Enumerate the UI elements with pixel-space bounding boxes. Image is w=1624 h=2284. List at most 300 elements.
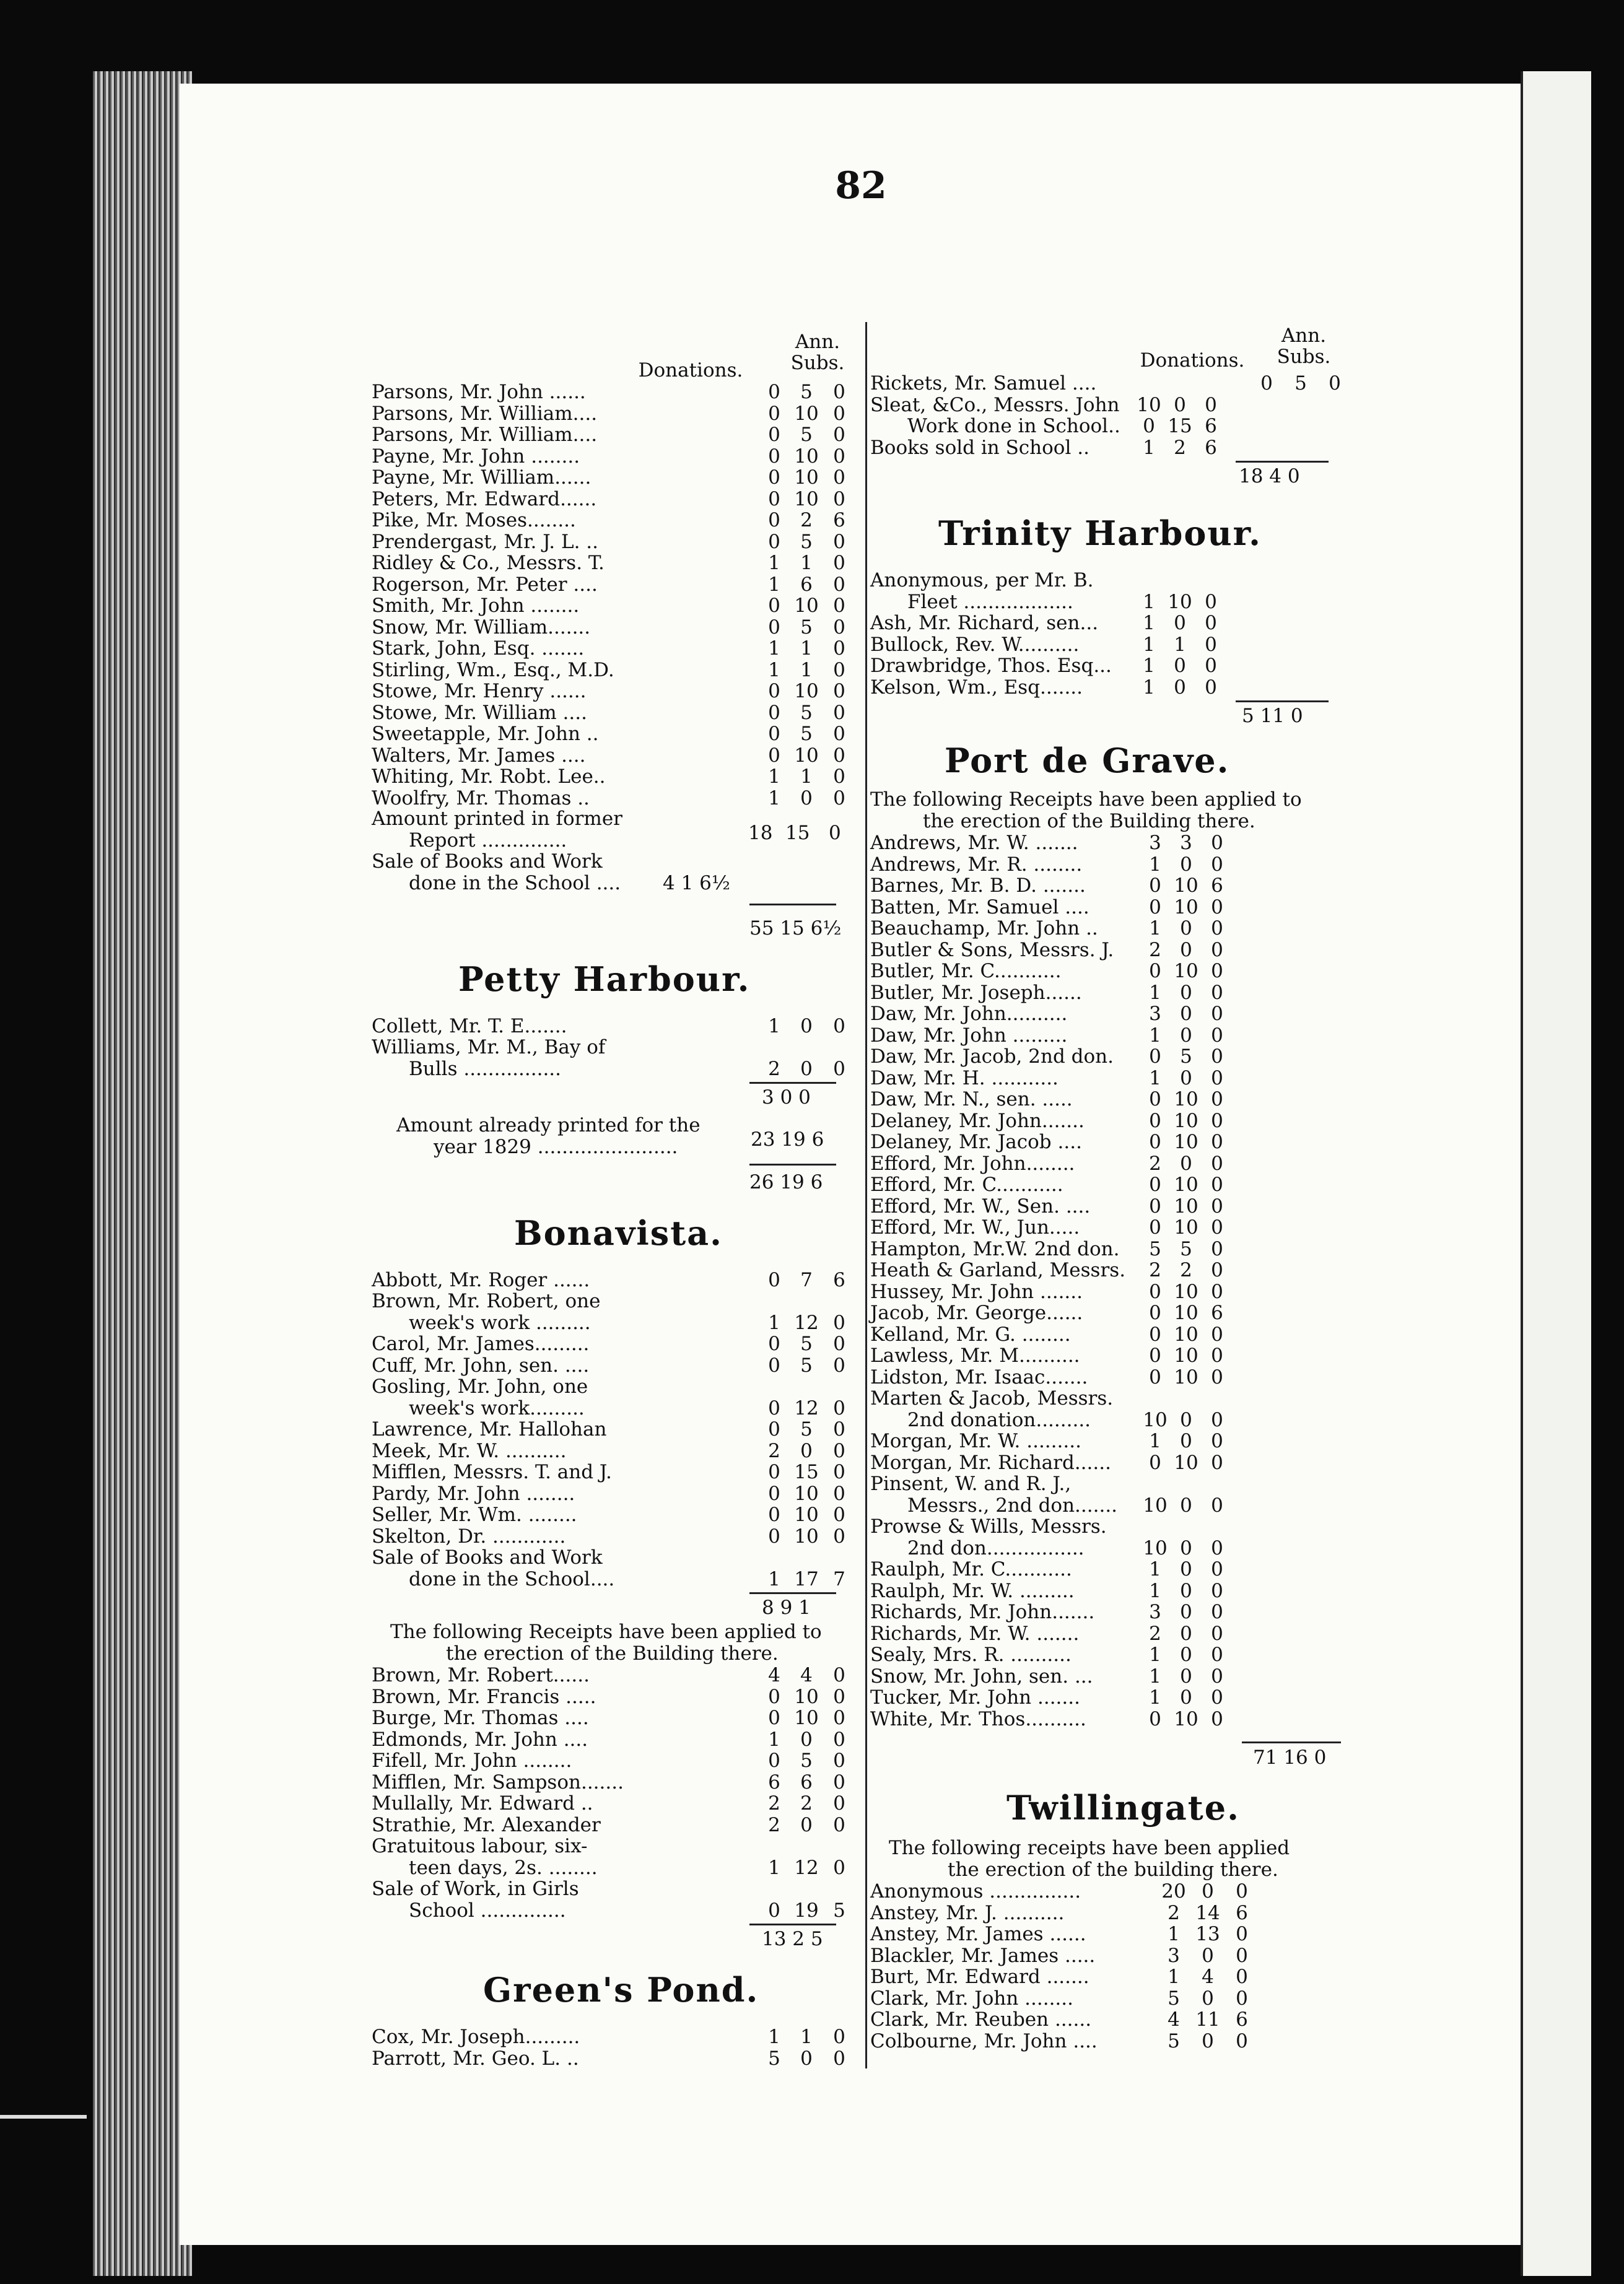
amount-shillings: 5	[800, 616, 813, 639]
entry-row	[870, 1537, 1353, 1559]
entry-name: Walters, Mr. James ....	[372, 744, 586, 767]
entry-row	[372, 1036, 855, 1058]
entry-row	[372, 1792, 855, 1815]
bonavista-total: 8 9 1	[762, 1597, 811, 1619]
entry-row	[870, 1430, 1353, 1452]
entry-row	[870, 1281, 1353, 1303]
amount-shillings: 1	[800, 637, 813, 660]
amount-pounds: 0	[768, 466, 780, 489]
amount-pence: 0	[1211, 1366, 1223, 1388]
entry-row	[870, 394, 1353, 416]
amount-pounds: 0	[768, 1504, 780, 1526]
entry-row	[372, 1461, 855, 1483]
amount-pence: 0	[833, 1439, 845, 1462]
entry-row	[870, 437, 1353, 459]
amount-pence: 0	[1211, 1045, 1223, 1068]
amount-shillings: 0	[1174, 612, 1186, 634]
amount-pounds: 0	[1149, 896, 1161, 918]
entry-name: Jacob, Mr. George......	[870, 1302, 1083, 1324]
amount-shillings: 10	[794, 595, 819, 617]
amount-shillings: 0	[1180, 917, 1192, 939]
amount-pounds: 0	[768, 445, 780, 468]
entry-row	[372, 552, 855, 574]
amount-pence: 0	[833, 658, 845, 681]
entry-name: Work done in School..	[907, 415, 1120, 437]
entry-row	[870, 1153, 1353, 1175]
entry-name: Bulls ................	[409, 1057, 562, 1080]
entry-row	[372, 509, 855, 531]
entry-row	[372, 1354, 855, 1377]
amount-shillings: 6	[800, 573, 813, 596]
entry-row	[870, 1945, 1353, 1967]
already-printed-amount: 23 19 6	[751, 1128, 824, 1151]
entry-name: Lidston, Mr. Isaac.......	[870, 1366, 1088, 1388]
entry-row	[870, 1238, 1353, 1260]
amount-pounds: 0	[1149, 1216, 1161, 1239]
port-note-2: the erection of the Building there.	[923, 809, 1255, 832]
entry-row	[372, 1058, 855, 1080]
entry-name: Drawbridge, Thos. Esq...	[870, 655, 1112, 677]
entry-row	[870, 1515, 1353, 1538]
amount-pounds: 2	[1149, 1622, 1161, 1645]
amount-pence: 0	[1236, 1944, 1248, 1967]
entry-name: Williams, Mr. M., Bay of	[372, 1036, 606, 1058]
amount-pence: 6	[833, 1268, 845, 1291]
amount-pounds: 0	[768, 1268, 780, 1291]
amount-pence: 0	[833, 530, 845, 553]
entry-name: Cox, Mr. Joseph.........	[372, 2026, 580, 2048]
entry-name: Heath & Garland, Messrs.	[870, 1259, 1126, 1281]
amount-pence: 0	[1211, 1430, 1223, 1452]
entry-row	[870, 1323, 1353, 1346]
amount-shillings: 15	[1168, 415, 1192, 437]
amount-pounds: 1	[1168, 1923, 1180, 1945]
amount-pounds: 0	[768, 402, 780, 425]
entry-row	[870, 896, 1353, 918]
amount-pounds: 1	[768, 1567, 780, 1590]
entry-name: Skelton, Dr. ............	[372, 1525, 566, 1548]
entry-name: Burge, Mr. Thomas ....	[372, 1707, 589, 1729]
amount-pounds: 1	[768, 552, 780, 574]
amount-pence: 0	[1211, 1003, 1223, 1025]
donations-header-right: Donations.	[1140, 349, 1245, 372]
amount-shillings: 10	[794, 680, 819, 702]
amount-pence: 0	[1329, 372, 1341, 394]
entry-row	[870, 415, 1353, 437]
amount-shillings: 10	[1174, 1366, 1198, 1388]
entry-name: Colbourne, Mr. John ....	[870, 2029, 1098, 2052]
entry-row	[372, 1568, 855, 1590]
entry-name: Strathie, Mr. Alexander	[372, 1813, 601, 1836]
amount-pence: 0	[1211, 1707, 1223, 1730]
entry-row	[870, 1216, 1353, 1239]
amount-pounds: 3	[1149, 1003, 1161, 1025]
entry-name: Mullally, Mr. Edward ..	[372, 1792, 593, 1815]
amount-shillings: 5	[1180, 1045, 1192, 1068]
amount-shillings: 10	[1174, 1174, 1198, 1196]
amount-pounds: 0	[768, 616, 780, 639]
entry-name: Sale of Books and Work	[372, 1546, 603, 1569]
entry-row	[870, 1003, 1353, 1025]
entry-row	[372, 1750, 855, 1772]
total-amount: 55 15 6½	[749, 917, 842, 939]
entry-name: Gosling, Mr. John, one	[372, 1375, 588, 1398]
entry-row	[372, 488, 855, 510]
entry-row	[870, 1923, 1353, 1945]
entry-name: Hampton, Mr.W. 2nd don.	[870, 1237, 1120, 1260]
sum-rule	[749, 904, 836, 905]
entry-row	[372, 1440, 855, 1462]
amount-shillings: 0	[1180, 1003, 1192, 1025]
entry-row	[870, 939, 1353, 961]
amount-pounds: 1	[1143, 676, 1155, 699]
entry-name: Seller, Mr. Wm. ........	[372, 1504, 577, 1526]
amount-pence: 0	[1211, 1088, 1223, 1110]
amount-pounds: 0	[768, 381, 780, 403]
entry-row	[372, 1525, 855, 1548]
amount-pounds: 20	[1161, 1880, 1186, 1903]
amount-pounds: 5	[768, 2047, 780, 2070]
entry-row	[372, 1899, 855, 1922]
amount-pence: 0	[1211, 1451, 1223, 1474]
already-printed-label-2: year 1829 .......................	[434, 1135, 678, 1158]
section-title-greens-pond: Green's Pond.	[483, 1970, 759, 2010]
amount-shillings: 10	[1174, 1345, 1198, 1367]
entry-row	[870, 2008, 1353, 2031]
amount-pence: 0	[833, 1397, 845, 1419]
entry-name: Blackler, Mr. James .....	[870, 1944, 1096, 1967]
amount-shillings: 2	[800, 1792, 813, 1815]
amount-pence: 0	[833, 1707, 845, 1729]
entry-name: Delaney, Mr. Jacob ....	[870, 1131, 1082, 1153]
amount-shillings: 11	[1195, 2008, 1220, 2031]
amount-shillings: 0	[1180, 1066, 1192, 1089]
entry-row	[870, 1174, 1353, 1196]
entry-name: Lawrence, Mr. Hallohan	[372, 1418, 607, 1441]
amount-shillings: 0	[1180, 1622, 1192, 1645]
amount-shillings: 0	[800, 1014, 813, 1037]
amount-pence: 0	[833, 1014, 845, 1037]
amount-pounds: 1	[768, 1856, 780, 1879]
amount-pence: 0	[1211, 853, 1223, 876]
amount-pence: 0	[833, 637, 845, 660]
amount-pounds: 0	[768, 424, 780, 446]
amount-pounds: 5	[1168, 1987, 1180, 2010]
amount-pounds: 3	[1149, 1601, 1161, 1623]
amount-shillings: 10	[794, 1707, 819, 1729]
amount-pounds: 1	[768, 787, 780, 809]
amount-shillings: 10	[1174, 1323, 1198, 1346]
amount-pence: 0	[833, 1856, 845, 1879]
entry-name: done in the School....	[409, 1567, 615, 1590]
amount-pence: 0	[833, 1504, 845, 1526]
entry-row	[870, 1580, 1353, 1602]
amount-shillings: 0	[1180, 1686, 1192, 1709]
amount-pence: 0	[1211, 960, 1223, 982]
entry-row	[870, 853, 1353, 876]
amount-pounds: 1	[1143, 436, 1155, 459]
entry-row	[870, 634, 1353, 656]
amount-pence: 5	[833, 1899, 845, 1922]
entry-row	[870, 1302, 1353, 1324]
amount-pounds: 1	[1168, 1966, 1180, 1988]
entry-name: Morgan, Mr. Richard......	[870, 1451, 1111, 1474]
amount-pounds: 0	[768, 680, 780, 702]
amount-pounds: 10	[1143, 1494, 1168, 1517]
amount-pence: 0	[1211, 1601, 1223, 1623]
entry-name: Payne, Mr. John ........	[372, 445, 580, 468]
amount-shillings: 0	[1174, 655, 1186, 677]
entry-row	[372, 637, 855, 660]
entry-row	[870, 591, 1353, 613]
amount-shillings: 0	[1180, 938, 1192, 961]
amount-pence: 0	[833, 424, 845, 446]
amount-shillings: 10	[1174, 1302, 1198, 1324]
entry-row	[870, 655, 1353, 677]
amount-pounds: 0	[768, 744, 780, 767]
entry-row	[372, 616, 855, 639]
entry-name: Daw, Mr. John..........	[870, 1003, 1068, 1025]
amount-shillings: 10	[1174, 1088, 1198, 1110]
entry-name: week's work.........	[409, 1397, 585, 1419]
entry-row	[372, 1312, 855, 1334]
entry-name: Whiting, Mr. Robt. Lee..	[372, 765, 606, 788]
entry-name: Messrs., 2nd don.......	[907, 1494, 1118, 1517]
amount-pence: 0	[833, 701, 845, 724]
amount-pence: 0	[833, 1525, 845, 1548]
page-number: 82	[835, 164, 887, 207]
entry-name: Richards, Mr. W. .......	[870, 1622, 1080, 1645]
entry-name: Clark, Mr. Reuben ......	[870, 2008, 1092, 2031]
entry-row	[372, 659, 855, 681]
amount-pounds: 1	[1149, 1430, 1161, 1452]
entry-row	[372, 1878, 855, 1900]
entry-name: Efford, Mr. John........	[870, 1152, 1075, 1175]
entry-row	[372, 1707, 855, 1729]
entry-name: Sleat, &Co., Messrs. John	[870, 393, 1120, 416]
amount-pounds: 1	[1149, 1686, 1161, 1709]
amount-shillings: 0	[1180, 1494, 1192, 1517]
amount-pounds: 1	[1149, 1579, 1161, 1602]
amount-pounds: 4	[1168, 2008, 1180, 2031]
amount-pounds: 0	[1149, 1045, 1161, 1068]
amount-pounds: 0	[1149, 1131, 1161, 1153]
amount-pounds: 0	[1149, 1323, 1161, 1346]
amount-shillings: 15	[794, 1461, 819, 1483]
amount-shillings: 1	[800, 765, 813, 788]
entry-name: Raulph, Mr. C...........	[870, 1558, 1072, 1580]
entry-row	[870, 1088, 1353, 1110]
amount-pounds: 0	[768, 509, 780, 531]
amount-pence: 0	[1211, 1237, 1223, 1260]
amount-pounds: 1	[1143, 612, 1155, 634]
former-report-pounds: 18	[748, 821, 773, 844]
trinity-total: 5 11 0	[1242, 705, 1303, 727]
amount-pounds: 1	[1143, 633, 1155, 656]
amount-pounds: 0	[1149, 1195, 1161, 1218]
entry-name: Daw, Mr. John .........	[870, 1024, 1068, 1047]
amount-pounds: 0	[1149, 1174, 1161, 1196]
entry-name: 2nd don................	[907, 1536, 1085, 1559]
entry-name: Bullock, Rev. W..........	[870, 633, 1080, 656]
amount-pounds: 0	[768, 723, 780, 745]
amount-pounds: 1	[1149, 1024, 1161, 1047]
amount-shillings: 6	[800, 1771, 813, 1794]
entry-name: Gratuitous labour, six-	[372, 1835, 588, 1857]
amount-pounds: 0	[768, 1397, 780, 1419]
entry-row	[870, 1494, 1353, 1517]
amount-pence: 0	[1211, 1066, 1223, 1089]
amount-pounds: 5	[1168, 2029, 1180, 2052]
entry-row	[372, 1375, 855, 1398]
amount-shillings: 10	[1174, 1280, 1198, 1303]
sale-books-label-2: done in the School ....	[409, 871, 621, 894]
amount-pounds: 10	[1143, 1536, 1168, 1559]
entry-name: Efford, Mr. W., Jun.....	[870, 1216, 1080, 1239]
amount-pence: 0	[833, 552, 845, 574]
amount-pounds: 1	[768, 1311, 780, 1334]
amount-pence: 0	[833, 787, 845, 809]
amount-pounds: 0	[1149, 1302, 1161, 1324]
amount-pounds: 1	[1149, 1644, 1161, 1666]
sale-books-label: Sale of Books and Work	[372, 850, 603, 873]
amount-pence: 0	[1211, 1216, 1223, 1239]
amount-pence: 0	[833, 487, 845, 510]
entry-name: Parsons, Mr. William....	[372, 402, 598, 425]
entry-row	[372, 381, 855, 403]
entry-name: Pike, Mr. Moses........	[372, 509, 576, 531]
entry-name: Cuff, Mr. John, sen. ....	[372, 1354, 590, 1377]
entry-row	[870, 1067, 1353, 1089]
entry-row	[372, 1857, 855, 1879]
entry-name: Sale of Work, in Girls	[372, 1878, 579, 1900]
amount-shillings: 10	[1174, 1131, 1198, 1153]
entry-row	[870, 1259, 1353, 1281]
amount-pence: 0	[1236, 1987, 1248, 2010]
entry-name: Andrews, Mr. W. .......	[870, 832, 1078, 854]
amount-pence: 0	[1211, 917, 1223, 939]
amount-pence: 0	[833, 1311, 845, 1334]
amount-pence: 0	[1211, 1665, 1223, 1688]
amount-shillings: 0	[1202, 1880, 1214, 1903]
amount-pence: 0	[1211, 896, 1223, 918]
amount-pounds: 0	[768, 1750, 780, 1772]
amount-pounds: 1	[768, 658, 780, 681]
sum-rule	[1236, 700, 1329, 702]
amount-shillings: 1	[800, 2026, 813, 2048]
amount-pence: 0	[1236, 2029, 1248, 2052]
amount-shillings: 0	[1180, 1430, 1192, 1452]
port-note: The following Receipts have been applied to	[870, 788, 1302, 811]
entry-name: Hussey, Mr. John .......	[870, 1280, 1083, 1303]
amount-shillings: 1	[800, 658, 813, 681]
amount-shillings: 0	[1180, 981, 1192, 1004]
amount-shillings: 5	[800, 1750, 813, 1772]
amount-pounds: 1	[768, 573, 780, 596]
amount-pence: 0	[1205, 676, 1217, 699]
amount-shillings: 0	[1202, 1944, 1214, 1967]
amount-pence: 0	[833, 1771, 845, 1794]
amount-pounds: 2	[768, 1792, 780, 1815]
entry-row	[372, 2026, 855, 2048]
entry-row	[372, 1728, 855, 1751]
entry-row	[870, 569, 1353, 591]
entry-row	[372, 424, 855, 446]
amount-shillings: 5	[800, 381, 813, 403]
amount-shillings: 0	[800, 1813, 813, 1836]
amount-pounds: 0	[1149, 1451, 1161, 1474]
amount-shillings: 10	[1174, 1216, 1198, 1239]
amount-pounds: 2	[1149, 938, 1161, 961]
amount-shillings: 10	[794, 402, 819, 425]
amount-pounds: 0	[1149, 874, 1161, 897]
entry-row	[870, 1665, 1353, 1688]
entry-name: Edmonds, Mr. John ....	[372, 1728, 588, 1751]
entry-name: Pinsent, W. and R. J.,	[870, 1473, 1072, 1495]
amount-pounds: 0	[768, 1685, 780, 1708]
ann-header: Ann.	[795, 331, 840, 353]
entry-name: Efford, Mr. C...........	[870, 1174, 1063, 1196]
amount-shillings: 10	[794, 445, 819, 468]
amount-pounds: 0	[768, 530, 780, 553]
entry-row	[372, 1504, 855, 1526]
entry-name: Stirling, Wm., Esq., M.D.	[372, 658, 614, 681]
entry-name: Brown, Mr. Francis .....	[372, 1685, 596, 1708]
amount-pence: 0	[1211, 1131, 1223, 1153]
amount-shillings: 0	[1180, 1408, 1192, 1431]
amount-pence: 0	[833, 573, 845, 596]
entry-name: Anstey, Mr. James ......	[870, 1923, 1086, 1945]
entry-row	[372, 1546, 855, 1569]
amount-pence: 0	[1211, 1024, 1223, 1047]
sum-rule	[749, 1592, 836, 1594]
entry-row	[870, 1345, 1353, 1367]
amount-pounds: 0	[1149, 960, 1161, 982]
amount-pence: 0	[833, 1333, 845, 1355]
entry-name: Smith, Mr. John ........	[372, 595, 580, 617]
amount-shillings: 0	[1174, 393, 1186, 416]
amount-pence: 0	[1236, 1923, 1248, 1945]
entry-name: Daw, Mr. N., sen. .....	[870, 1088, 1073, 1110]
amount-pounds: 2	[1149, 1152, 1161, 1175]
amount-pounds: 2	[1149, 1259, 1161, 1281]
entry-row	[870, 874, 1353, 897]
amount-pence: 7	[833, 1567, 845, 1590]
amount-shillings: 10	[794, 466, 819, 489]
amount-pence: 0	[1211, 1686, 1223, 1709]
entry-name: Anstey, Mr. J. ..........	[870, 1901, 1065, 1924]
entry-row	[372, 1333, 855, 1355]
amount-shillings: 3	[1180, 832, 1192, 854]
amount-shillings: 4	[800, 1664, 813, 1686]
sum-rule	[749, 1164, 836, 1166]
sale-books-amount: 4 1 6½	[663, 871, 730, 894]
amount-pence: 0	[833, 1750, 845, 1772]
amount-shillings: 0	[1180, 1152, 1192, 1175]
amount-pounds: 0	[1260, 372, 1273, 394]
amount-shillings: 1	[800, 552, 813, 574]
amount-pounds: 0	[768, 1482, 780, 1505]
amount-pounds: 0	[1149, 1707, 1161, 1730]
amount-pence: 0	[1211, 1195, 1223, 1218]
receipts-note-2: the erection of the Building there.	[446, 1642, 779, 1665]
entry-row	[870, 1644, 1353, 1666]
amount-pence: 0	[833, 1792, 845, 1815]
amount-shillings: 10	[1174, 960, 1198, 982]
entry-row	[870, 1686, 1353, 1709]
entry-name: Tucker, Mr. John .......	[870, 1686, 1080, 1709]
amount-pence: 0	[833, 680, 845, 702]
